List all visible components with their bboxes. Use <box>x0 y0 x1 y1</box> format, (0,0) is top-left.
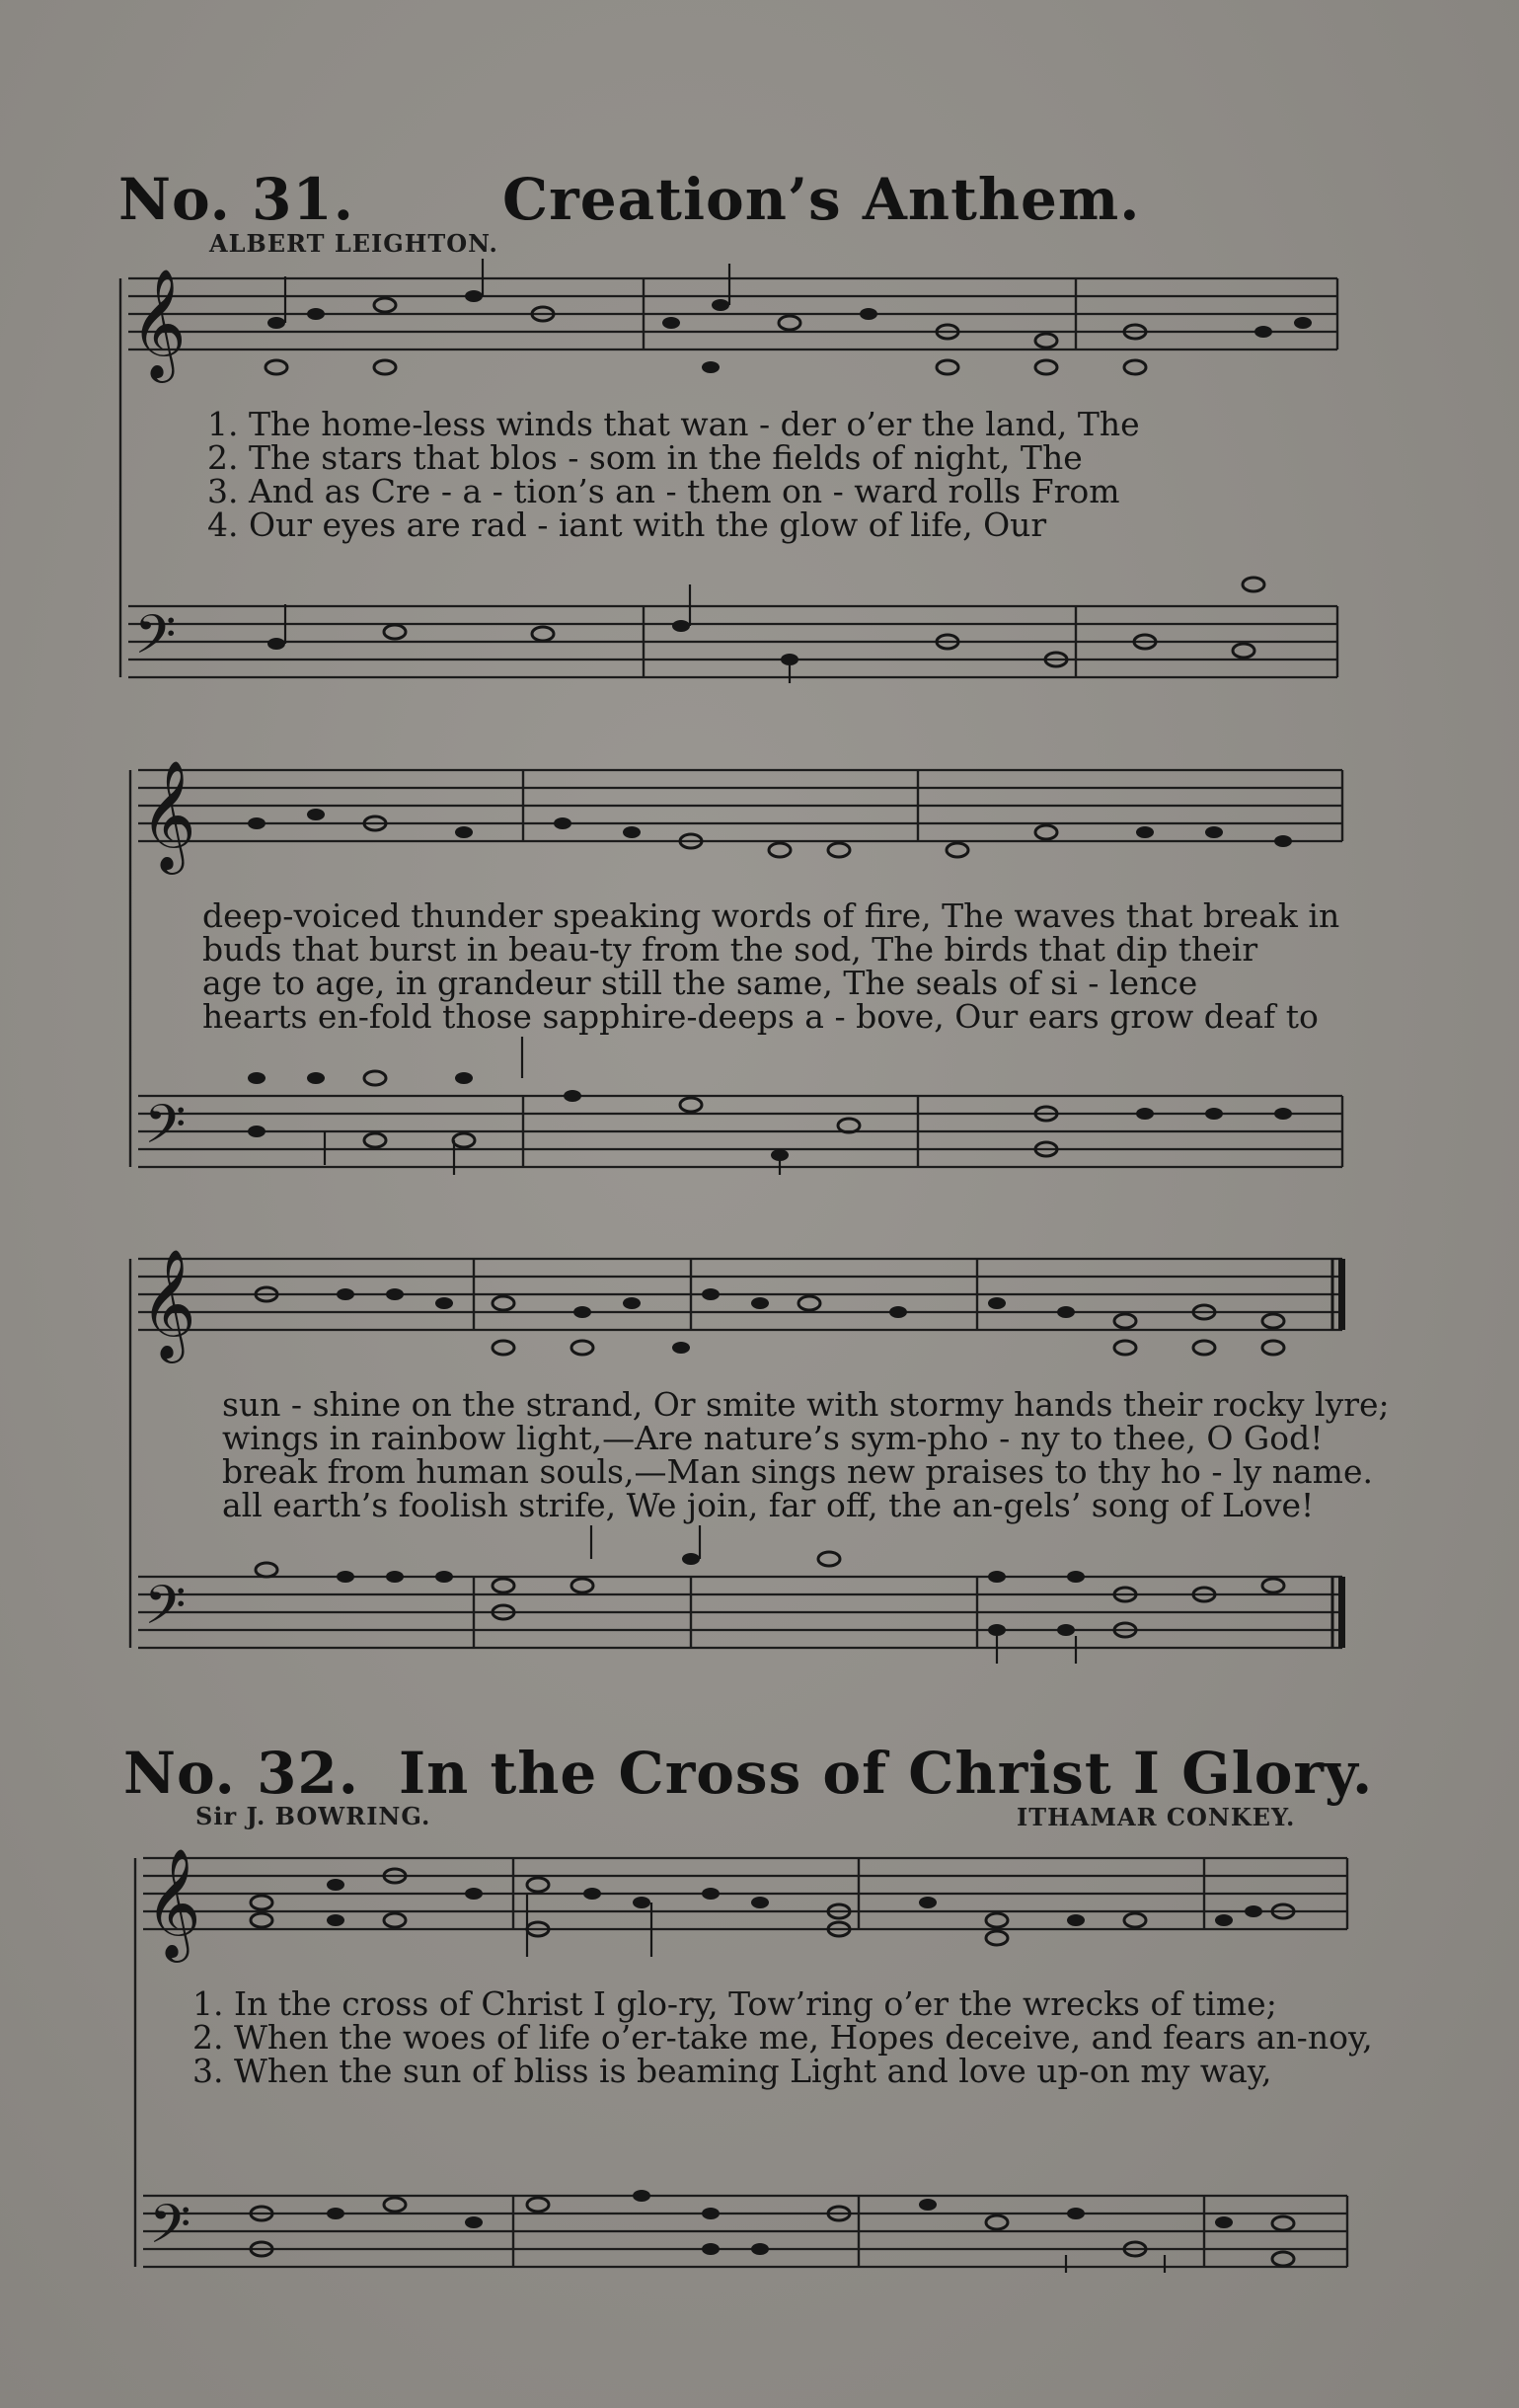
treble-clef-icon: 𝄞 <box>140 759 196 870</box>
verse-2-line: 2. When the woes of life o’er-take me, Hopes deceive, and fears an-noy, <box>192 2018 1373 2057</box>
treble-clef-icon: 𝄞 <box>130 268 187 378</box>
verse-1-line: 1. In the cross of Christ I glo-ry, Tow’ring o’er the wrecks of time; <box>192 1984 1277 2023</box>
bass-staff <box>138 1093 1342 1169</box>
verse-3-line: break from human souls,—Man sings new praises to thy ho - ly name. <box>222 1452 1373 1491</box>
hymn-32-title: In the Cross of Christ I Glory. <box>398 1740 1374 1807</box>
bass-clef-icon: 𝄢 <box>134 603 177 679</box>
verse-4-line: hearts en-fold those sapphire-deeps a - bove, Our ears grow deaf to <box>202 997 1319 1036</box>
hymn-31-title: Creation’s Anthem. <box>501 166 1141 233</box>
verse-3-line: age to age, in grandeur still the same, The seals of si - lence <box>202 964 1198 1002</box>
bass-clef-icon: 𝄢 <box>144 1093 187 1169</box>
hymn-32-heading <box>123 1740 1373 1807</box>
verse-1-line: deep-voiced thunder speaking words of fire, The waves that break in <box>202 896 1340 935</box>
verse-2-line: buds that burst in beau-ty from the sod, The birds that dip their <box>202 930 1258 969</box>
treble-clef-icon: 𝄞 <box>140 1248 196 1359</box>
bass-staff <box>138 1574 1342 1650</box>
hymn-31-heading <box>118 166 1141 233</box>
treble-staff <box>138 1248 1342 1363</box>
hymn-31-number: No. 31. <box>118 166 354 233</box>
verse-4-line: all earth’s foolish strife, We join, far off, the an-gels’ song of Love! <box>222 1486 1315 1524</box>
bass-staff <box>143 2193 1347 2269</box>
verse-1-line: 1. The home-less winds that wan - der o’er the land, The <box>207 405 1140 443</box>
hymn-32-composer: ITHAMAR CONKEY. <box>1017 1803 1296 1831</box>
treble-clef-icon: 𝄞 <box>145 1847 201 1958</box>
treble-staff <box>143 1847 1347 1963</box>
hymn-31-author: ALBERT LEIGHTON. <box>209 229 498 258</box>
bass-clef-icon: 𝄢 <box>144 1574 187 1650</box>
verse-4-line: 4. Our eyes are rad - iant with the glow of life, Our <box>207 505 1047 544</box>
verse-1-line: sun - shine on the strand, Or smite with stormy hands their rocky lyre; <box>222 1385 1390 1424</box>
verse-3-line: 3. And as Cre - a - tion’s an - them on - ward rolls From <box>207 472 1120 510</box>
verse-2-line: wings in rainbow light,—Are nature’s sym-pho - ny to thee, O God! <box>222 1419 1324 1457</box>
bass-clef-icon: 𝄢 <box>149 2193 191 2269</box>
treble-staff <box>128 268 1337 383</box>
hymn-32-author: Sir J. BOWRING. <box>195 1802 431 1830</box>
verse-2-line: 2. The stars that blos - som in the fields of night, The <box>207 438 1083 477</box>
verse-3-line: 3. When the sun of bliss is beaming Light and love up-on my way, <box>192 2052 1272 2090</box>
hymn-32-number: No. 32. <box>123 1740 359 1807</box>
